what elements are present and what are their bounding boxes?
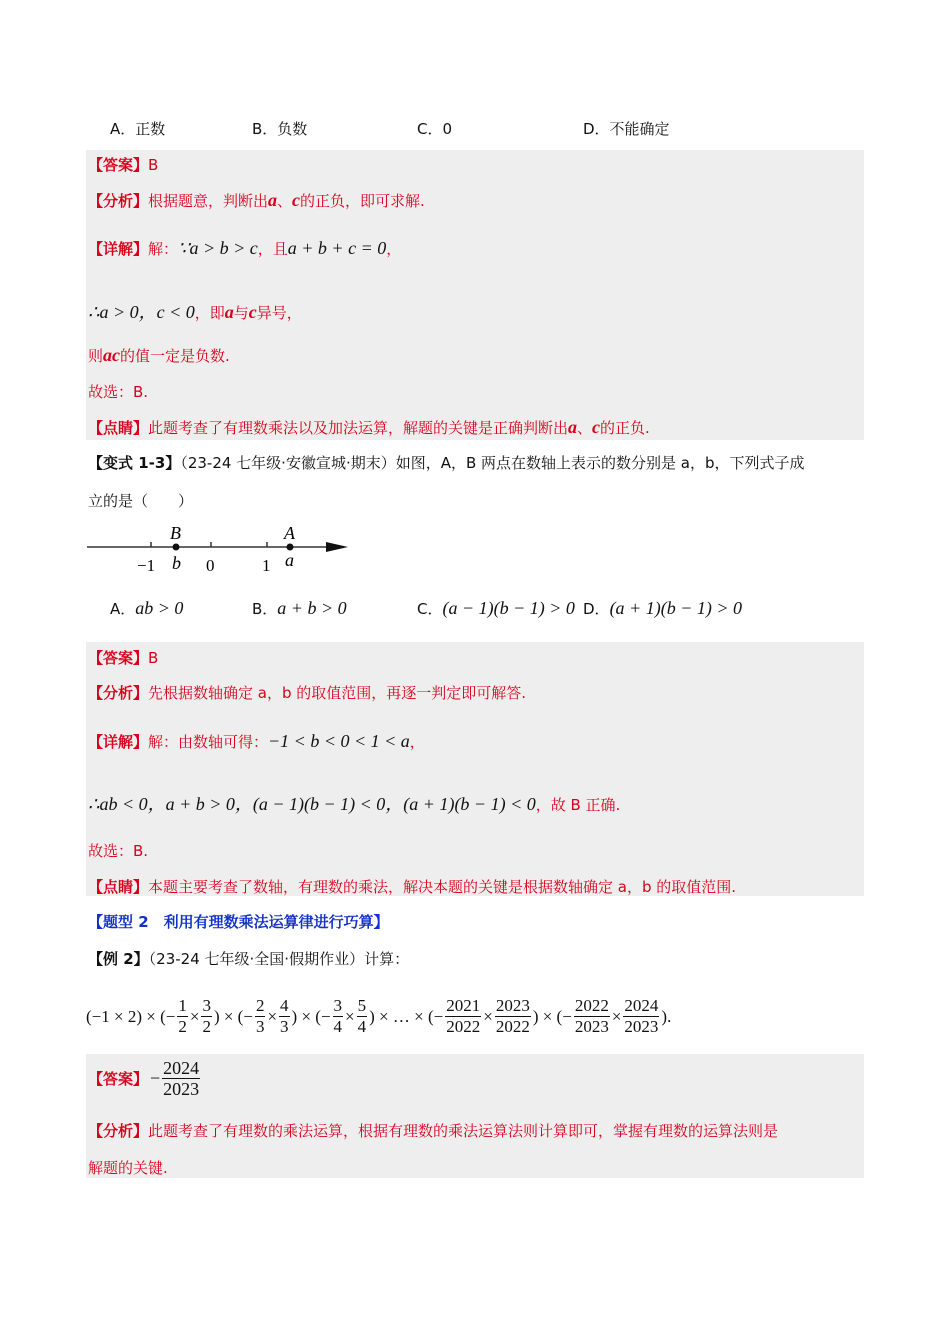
q3-answer-frac (162, 1058, 200, 1099)
frac-9-den: 2023 (574, 1017, 609, 1036)
label-b: b (172, 553, 181, 573)
option-b-label: B． (252, 600, 278, 618)
detail-line-1 (88, 238, 401, 259)
line3-post: 的值一定是负数. (120, 347, 230, 365)
number-line-figure (84, 522, 354, 578)
comment-tag: 【点睛】 (88, 419, 149, 437)
frac-8 (495, 996, 531, 1037)
comment-line (88, 417, 650, 438)
detail-line-2 (88, 298, 302, 324)
example-tag: 【例 2】 (88, 950, 149, 968)
option-d-math: (a + 1)(b − 1) > 0 (609, 598, 742, 618)
detail-solve: 解： (148, 240, 179, 258)
q2-option-a (110, 598, 183, 619)
expr-t3: × (267, 1006, 278, 1026)
frac-1 (177, 996, 188, 1037)
expr-t6: ) × … × (− (369, 1006, 444, 1026)
frac-2 (201, 996, 212, 1037)
detail-and: ，且 (257, 240, 288, 258)
q3-analysis-line-2: 解题的关键. (88, 1159, 168, 1177)
expr-t4: ) × (− (291, 1006, 331, 1026)
frac-8-den: 2022 (495, 1017, 530, 1036)
question-text: （23-24 七年级·安徽宣城·期末）如图，A，B 两点在数轴上表示的数分别是 a，b，下列式子成 (180, 454, 805, 472)
q2-detail-comma: ， (409, 733, 425, 751)
q2-option-d (583, 598, 742, 619)
q2-analysis-text: 先根据数轴确定 a，b 的取值范围，再逐一判定即可解答. (148, 684, 527, 702)
option-a: A．正数 (110, 120, 166, 138)
axis-arrow (326, 542, 348, 552)
line2-post: 异号， (256, 304, 302, 322)
q2-comment-line (88, 876, 736, 897)
label-A: A (284, 523, 295, 543)
expr-open: (−1 × 2) × (− (86, 1006, 176, 1026)
detail-line-3 (88, 345, 230, 366)
label-one: 1 (262, 556, 271, 575)
label-minus-one: −1 (137, 556, 156, 575)
option-c-math: (a − 1)(b − 1) > 0 (442, 598, 575, 618)
q2-detail-tag: 【详解】 (88, 733, 149, 751)
answer-tag: 【答案】 (88, 156, 149, 174)
q2-analysis-tag: 【分析】 (88, 684, 149, 702)
frac-6-num: 5 (357, 996, 367, 1015)
analysis-tag: 【分析】 (88, 192, 149, 210)
q3-answer-den: 2023 (163, 1079, 200, 1099)
q2-detail-text: 解：由数轴可得： (148, 733, 269, 751)
option-b: B．负数 (252, 120, 308, 138)
option-c-label: C． (417, 600, 443, 618)
q3-analysis-tag: 【分析】 (88, 1122, 149, 1140)
option-a-math: ab > 0 (135, 598, 184, 618)
question-tag: 【变式 1-3】 (88, 454, 181, 472)
expr-t9: × (611, 1006, 622, 1026)
q2-line2-post: ，故 B 正确. (535, 796, 621, 814)
frac-5 (333, 996, 344, 1037)
frac-8-num: 2023 (495, 996, 530, 1015)
detail-comma: ， (386, 240, 402, 258)
frac-9-num: 2022 (574, 996, 609, 1015)
answer-line (88, 154, 158, 175)
comment-pre: 此题考查了有理数乘法以及加法运算，解题的关键是正确判断出 (148, 419, 569, 437)
frac-3-num: 2 (255, 996, 265, 1015)
frac-10-den: 2023 (624, 1017, 659, 1036)
q2-comment-tag: 【点睛】 (88, 878, 149, 896)
option-c: C．0 (417, 120, 453, 138)
frac-7 (445, 996, 481, 1037)
question-title-line-2: 立的是（ ） (88, 492, 194, 510)
line2-a: a (224, 302, 234, 322)
line2-text: ，即 (194, 304, 225, 322)
line2-math: ∴a > 0，c < 0 (88, 302, 195, 322)
solution-block-3 (86, 1054, 864, 1178)
comment-post: 的正负. (600, 419, 650, 437)
q2-option-c (417, 598, 575, 619)
line2-with: 与 (233, 304, 249, 322)
expr-t5: × (345, 1006, 355, 1026)
q2-detail-math: −1 < b < 0 < 1 < a (268, 731, 410, 751)
frac-5-num: 3 (333, 996, 343, 1015)
label-B: B (170, 523, 181, 543)
frac-7-num: 2021 (446, 996, 481, 1015)
solution-block-2 (86, 642, 864, 896)
detail-math-2: a + b + c = 0 (287, 238, 387, 258)
frac-3 (255, 996, 266, 1037)
q2-comment-text: 本题主要考查了数轴，有理数的乘法，解决本题的关键是根据数轴确定 a，b 的取值范围. (148, 878, 737, 896)
q2-answer-tag: 【答案】 (88, 649, 149, 667)
label-a: a (285, 550, 294, 570)
frac-10 (623, 996, 659, 1037)
expr-t2: ) × (− (213, 1006, 253, 1026)
q3-answer-tag: 【答案】 (88, 1070, 149, 1088)
q3-answer-num: 2024 (163, 1058, 200, 1078)
expr-t7: × (483, 1006, 493, 1026)
q2-choose-line: 故选：B. (88, 842, 149, 860)
option-d: D．不能确定 (583, 120, 670, 138)
example-text: （23-24 七年级·全国·假期作业）计算： (148, 950, 410, 968)
choose-line: 故选：B. (88, 383, 149, 401)
option-b-math: a + b > 0 (277, 598, 347, 618)
section-title: 【题型 2 利用有理数乘法运算律进行巧算】 (88, 913, 389, 931)
frac-4 (279, 996, 290, 1037)
line2-c: c (248, 302, 257, 322)
q2-option-b (252, 598, 347, 619)
q3-answer-sign: − (150, 1068, 161, 1088)
comment-a: a (568, 417, 578, 437)
label-zero: 0 (206, 556, 215, 575)
expression (86, 996, 671, 1037)
option-a-label: A． (110, 600, 136, 618)
expr-t1: × (189, 1006, 200, 1026)
var-a: a (268, 190, 278, 210)
option-d-label: D． (583, 600, 610, 618)
analysis-post: 的正负，即可求解. (300, 192, 425, 210)
var-c: c (292, 190, 301, 210)
frac-3-den: 3 (255, 1017, 265, 1036)
frac-4-den: 3 (280, 1017, 289, 1036)
frac-2-den: 2 (202, 1017, 211, 1036)
answer-value: B (148, 156, 159, 174)
line3-pre: 则 (88, 347, 104, 365)
q2-line2-math: ∴ab < 0，a + b > 0，(a − 1)(b − 1) < 0，(a + 1)(b − 1) < 0 (88, 794, 536, 814)
frac-6-den: 4 (357, 1017, 367, 1036)
comment-c: c (592, 417, 601, 437)
comment-sep: 、 (577, 419, 593, 437)
expr-close: ). (661, 1006, 672, 1026)
point-b (173, 544, 180, 551)
frac-10-num: 2024 (624, 996, 659, 1015)
line3-ac: ac (103, 345, 121, 365)
q2-detail-line-2 (88, 790, 620, 816)
frac-6 (357, 996, 368, 1037)
q2-detail-line-1 (88, 731, 425, 752)
sep: 、 (277, 192, 293, 210)
frac-2-num: 3 (202, 996, 211, 1015)
detail-tag: 【详解】 (88, 240, 149, 258)
frac-1-den: 2 (178, 1017, 187, 1036)
frac-9 (574, 996, 610, 1037)
question-title-1-3 (88, 452, 805, 473)
q2-analysis-line (88, 682, 526, 703)
expr-t8: ) × (− (532, 1006, 572, 1026)
frac-1-num: 1 (178, 996, 187, 1015)
detail-math: ∵a > b > c (178, 238, 258, 258)
frac-4-num: 4 (280, 996, 289, 1015)
q3-analysis-line (88, 1120, 778, 1141)
q2-answer-line (88, 647, 158, 668)
example-2-title (88, 948, 409, 969)
frac-7-den: 2022 (446, 1017, 481, 1036)
q3-analysis-text: 此题考查了有理数的乘法运算，根据有理数的乘法运算法则计算即可，掌握有理数的运算法则是 (148, 1122, 779, 1140)
frac-5-den: 4 (333, 1017, 343, 1036)
analysis-text: 根据题意，判断出 (148, 192, 269, 210)
q3-answer-line (88, 1058, 202, 1099)
analysis-line (88, 190, 425, 211)
q2-answer-value: B (148, 649, 159, 667)
